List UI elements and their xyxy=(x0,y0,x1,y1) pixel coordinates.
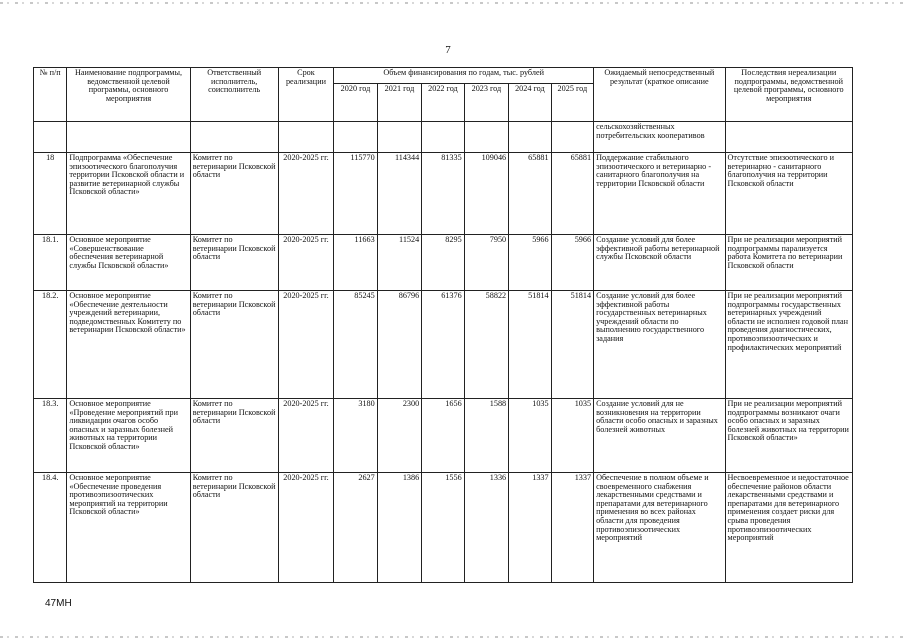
table-row xyxy=(34,399,853,473)
value-cell: 61376 xyxy=(422,291,464,399)
responsible-cell: Комитет по ветеринарии Псковской области xyxy=(190,473,278,583)
scan-artifact-bottom xyxy=(0,636,905,638)
header-term: Срок реализации xyxy=(278,68,334,122)
consequences-cell: При не реализации мероприятий подпрограммы государственных ветеринарных учреждений области не исполнен годовой план проведения диагностических, противоэпизоотических и профилактических мероприятий xyxy=(725,291,852,399)
consequences-cell: При не реализации мероприятий подпрограммы возникают очаги особо опасных и заразных болезней животных на территории Псковской области» xyxy=(725,399,852,473)
value-cell: 1556 xyxy=(422,473,464,583)
value-cell: 1386 xyxy=(377,473,421,583)
responsible-cell: Комитет по ветеринарии Псковской области xyxy=(190,291,278,399)
value-cell: 11663 xyxy=(334,235,377,291)
expected-result-cell: Создание условий для более эффективной работы ветеринарной службы Псковской области xyxy=(594,235,725,291)
value-cell: 51814 xyxy=(551,291,593,399)
expected-result-cell: Поддержание стабильного эпизоотического и ветеринарно - санитарного благополучия на территории Псковской области xyxy=(594,153,725,235)
value-cell: 1337 xyxy=(509,473,551,583)
value-cell: 1035 xyxy=(509,399,551,473)
header-year: 2025 год xyxy=(551,84,593,122)
term-cell: 2020-2025 гг. xyxy=(278,473,334,583)
table-row xyxy=(34,235,853,291)
header-financing: Объем финансирования по годам, тыс. рублей xyxy=(334,68,594,84)
value-cell: 1336 xyxy=(464,473,508,583)
value-cell: 115770 xyxy=(334,153,377,235)
header-year: 2024 год xyxy=(509,84,551,122)
value-cell: 114344 xyxy=(377,153,421,235)
value-cell: 1656 xyxy=(422,399,464,473)
table-row xyxy=(34,473,853,583)
table-row xyxy=(34,291,853,399)
value-cell: 65881 xyxy=(551,153,593,235)
table-row xyxy=(34,153,853,235)
header-num: № п/п xyxy=(34,68,67,122)
consequences-cell: Отсутствие эпизоотического и ветеринарно - санитарного благополучия на территории Псковской области xyxy=(725,153,852,235)
header-responsible: Ответственный исполнитель, соисполнитель xyxy=(190,68,278,122)
expected-result-cell: Создание условий для не возникновения на территории области особо опасных и заразных болезней животных xyxy=(594,399,725,473)
value-cell: 5966 xyxy=(509,235,551,291)
page-number: 7 xyxy=(445,44,451,56)
program-name: Основное мероприятие «Обеспечение деятельности учреждений ветеринарии, подведомственных Комитету по ветеринарии Псковской области» xyxy=(67,291,190,399)
document-code: 47МН xyxy=(45,598,72,609)
responsible-cell: Комитет по ветеринарии Псковской области xyxy=(190,399,278,473)
value-cell: 3180 xyxy=(334,399,377,473)
header-year: 2023 год xyxy=(464,84,508,122)
value-cell: 1035 xyxy=(551,399,593,473)
value-cell: 109046 xyxy=(464,153,508,235)
value-cell: 86796 xyxy=(377,291,421,399)
row-number: 18.4. xyxy=(34,473,67,583)
value-cell: 8295 xyxy=(422,235,464,291)
program-table xyxy=(33,67,853,583)
row-number: 18.3. xyxy=(34,399,67,473)
consequences-cell: При не реализации мероприятий подпрограммы парализуется работа Комитета по ветеринарии Псковской области xyxy=(725,235,852,291)
term-cell: 2020-2025 гг. xyxy=(278,153,334,235)
continuation-row xyxy=(34,122,853,153)
term-cell: 2020-2025 гг. xyxy=(278,235,334,291)
value-cell: 58822 xyxy=(464,291,508,399)
program-name: Основное мероприятие «Совершенствование обеспечения ветеринарной службы Псковской области» xyxy=(67,235,190,291)
row-number: 18.2. xyxy=(34,291,67,399)
row-number: 18 xyxy=(34,153,67,235)
expected-result-cell: Создание условий для более эффективной работы государственных ветеринарных учреждений области по выполнению государственного задания xyxy=(594,291,725,399)
program-name: Основное мероприятие «Проведение мероприятий при ликвидации очагов особо опасных и заразных болезней животных на территории Псковской области» xyxy=(67,399,190,473)
expected-result-cell: сельскохозяйственных потребительских кооперативов xyxy=(594,122,725,153)
value-cell: 81335 xyxy=(422,153,464,235)
header-year: 2020 год xyxy=(334,84,377,122)
responsible-cell: Комитет по ветеринарии Псковской области xyxy=(190,235,278,291)
value-cell: 2627 xyxy=(334,473,377,583)
expected-result-cell: Обеспечение в полном объеме и своевременного снабжения лекарственными средствами и препаратами для ветеринарного применения во всех районах области для проведения противоэпизоотических мероприятий xyxy=(594,473,725,583)
term-cell: 2020-2025 гг. xyxy=(278,291,334,399)
scan-artifact-top xyxy=(0,2,905,4)
header-year: 2021 год xyxy=(377,84,421,122)
header-year: 2022 год xyxy=(422,84,464,122)
program-name: Основное мероприятие «Обеспечение проведения противоэпизоотических мероприятий на территории Псковской области» xyxy=(67,473,190,583)
value-cell: 11524 xyxy=(377,235,421,291)
value-cell: 2300 xyxy=(377,399,421,473)
value-cell: 85245 xyxy=(334,291,377,399)
value-cell: 65881 xyxy=(509,153,551,235)
program-name: Подпрограмма «Обеспечение эпизоотического благополучия территории Псковской области и развитие ветеринарной службы Псковской области» xyxy=(67,153,190,235)
consequences-cell: Несвоевременное и недостаточное обеспечение районов области лекарственными средствами и препаратами для ветеринарного применения создает риски для срыва проведения противоэпизоотических мероприятий xyxy=(725,473,852,583)
value-cell: 1337 xyxy=(551,473,593,583)
responsible-cell: Комитет по ветеринарии Псковской области xyxy=(190,153,278,235)
value-cell: 51814 xyxy=(509,291,551,399)
row-number: 18.1. xyxy=(34,235,67,291)
header-expected: Ожидаемый непосредственный результат (краткое описание xyxy=(594,68,725,122)
term-cell: 2020-2025 гг. xyxy=(278,399,334,473)
value-cell: 5966 xyxy=(551,235,593,291)
value-cell: 1588 xyxy=(464,399,508,473)
header-name: Наименование подпрограммы, ведомственной целевой программы, основного мероприятия xyxy=(67,68,190,122)
header-consequences: Последствия нереализации подпрограммы, ведомственной целевой программы, основного мероприятия xyxy=(725,68,852,122)
value-cell: 7950 xyxy=(464,235,508,291)
